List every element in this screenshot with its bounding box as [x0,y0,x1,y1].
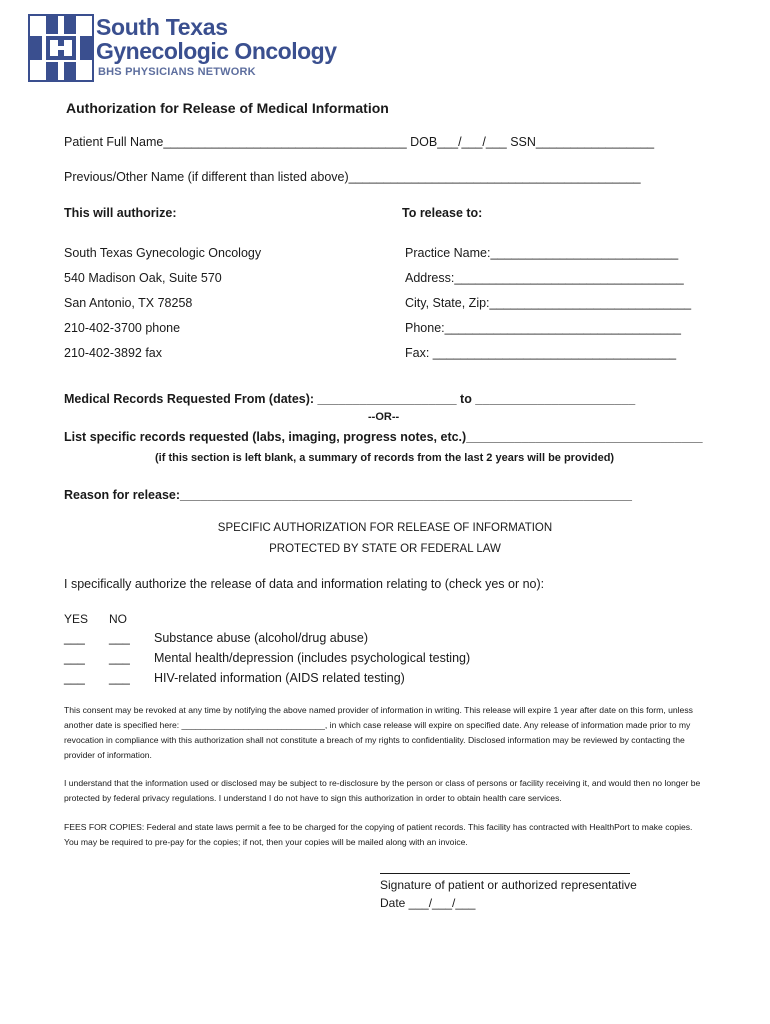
form-title: Authorization for Release of Medical Information [66,100,389,116]
yes-column-header: YES [64,612,89,626]
authorize-heading: This will authorize: [64,206,177,220]
practice-name-field[interactable]: Practice Name:___________________________ [405,246,679,260]
check-item-label: Mental health/depression (includes psychological testing) [154,651,471,665]
release-to-heading: To release to: [402,206,483,220]
address-field[interactable]: Address:_________________________________ [405,271,684,285]
logo-line-3: BHS PHYSICIANS NETWORK [98,66,256,78]
specific-auth-line-1: SPECIFIC AUTHORIZATION FOR RELEASE OF INFORMATION [217,522,553,534]
check-item-label: Substance abuse (alcohol/drug abuse) [154,631,369,645]
records-dates-field[interactable]: Medical Records Requested From (dates): ____________________ to _______________________ [64,392,636,406]
signature-label: Signature of patient or authorized representative [380,878,637,892]
authorize-line: 210-402-3700 phone [64,321,181,335]
consent-paragraph: This consent may be revoked at any time by notifying the above named provider of information in writing. This release will expire 1 year after date on this form, unless another date is specified here: ______________________________, in which case release will expire on specified date. Any release of information made prior to my revocation in compliance with this authorization shall not constitute a breach of my rights to confidentiality. Disclosed information may be reviewed by contacting the provider of information. [64,705,693,760]
no-column-header: NO [109,612,127,626]
yes-checkbox[interactable]: ___ [64,671,85,685]
signature-line[interactable] [380,873,630,874]
signature-date-field[interactable]: Date ___/___/___ [380,896,476,910]
yes-checkbox[interactable]: ___ [64,631,85,645]
logo [28,14,337,86]
check-item-label: HIV-related information (AIDS related testing) [154,671,405,685]
previous-name-field[interactable]: Previous/Other Name (if different than listed above)__________________________________________ [64,170,641,184]
records-note: (if this section is left blank, a summary of records from the last 2 years will be provided) [155,452,615,464]
check-intro: I specifically authorize the release of data and information relating to (check yes or no): [64,577,545,591]
reason-for-release-field[interactable]: Reason for release:_________________________________________________________________ [64,488,632,502]
patient-name-dob-ssn-field[interactable]: Patient Full Name___________________________________ DOB___/___/___ SSN_________________ [64,135,655,149]
city-state-zip-field[interactable]: City, State, Zip:_____________________________ [405,296,692,310]
logo-line-1: South Texas [96,14,228,40]
specific-auth-line-2: PROTECTED BY STATE OR FEDERAL LAW [269,543,501,555]
phone-field[interactable]: Phone:__________________________________ [405,321,681,335]
authorize-line: 210-402-3892 fax [64,346,162,360]
fax-field[interactable]: Fax: ___________________________________ [405,346,677,360]
authorize-line: San Antonio, TX 78258 [64,296,193,310]
logo-mark-icon [28,14,94,82]
no-checkbox[interactable]: ___ [109,651,130,665]
specific-records-field[interactable]: List specific records requested (labs, imaging, progress notes, etc.)__________________________________ [64,430,703,444]
no-checkbox[interactable]: ___ [109,631,130,645]
fees-paragraph: FEES FOR COPIES: Federal and state laws permit a fee to be charged for the copying of patient records. This facility has contracted with HealthPort to make copies. You may be required to pre-pay for the copies; if not, then your copies will be mailed along with an invoice. [64,822,693,847]
logo-line-2: Gynecologic Oncology [96,38,337,64]
or-separator: --OR-- [368,411,400,423]
yes-checkbox[interactable]: ___ [64,651,85,665]
redisclosure-paragraph: I understand that the information used or disclosed may be subject to re-disclosure by the person or class of persons or facility receiving it, and would then no longer be protected by federal privacy regulations. I understand I do not have to sign this authorization in order to obtain health care services. [64,778,701,803]
authorize-line: 540 Madison Oak, Suite 570 [64,271,222,285]
no-checkbox[interactable]: ___ [109,671,130,685]
authorize-line: South Texas Gynecologic Oncology [64,246,262,260]
